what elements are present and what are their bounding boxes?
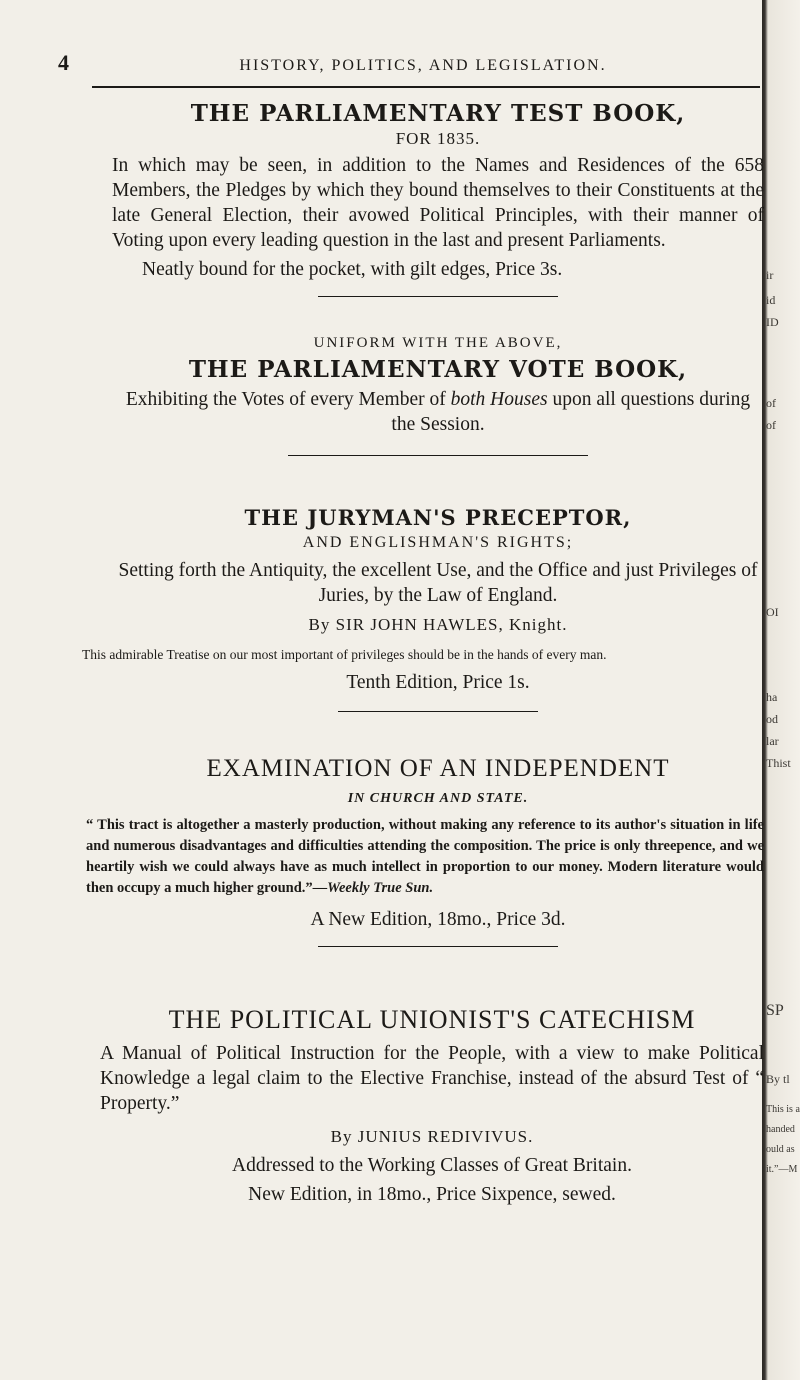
gutter-fragment: ould as	[766, 1144, 795, 1155]
section-rule	[318, 296, 558, 297]
juryman-advert	[82, 505, 764, 722]
header-rule	[92, 86, 760, 88]
gutter-fragment: ir	[766, 268, 774, 282]
test-book-price: Neatly bound for the pocket, with gilt edges, Price 3s.	[142, 259, 563, 280]
gutter-fragment: of	[766, 396, 776, 410]
test-book-title: THE PARLIAMENTARY TEST BOOK,	[190, 100, 686, 127]
juryman-note: This admirable Treatise on our most important of privileges should be in the hands of every man.	[82, 647, 607, 662]
gutter-fragment: id	[766, 293, 776, 307]
section-rule	[318, 946, 558, 947]
section-rule	[288, 455, 588, 456]
page-header	[58, 50, 758, 76]
juryman-description: Setting forth the Antiquity, the excellent Use, and the Office and just Privileges of Juries, by the Law of England.	[118, 560, 758, 606]
vote-book-description: Exhibiting the Votes of every Member of both Houses upon all questions during the Session.	[125, 389, 751, 435]
examination-review: “ This tract is altogether a masterly production, without making any reference to its author's situation in life and numerous disadvantages and difficulties attending the composition. The price is only threepence, and we heartily wish we could always have as much intellect in proportion to our money. Modern literature would then occupy a much higher ground.”—Weekly True Sun.	[86, 817, 764, 896]
vote-book-advert	[112, 335, 764, 466]
test-book-advert	[112, 100, 764, 307]
vote-book-uniform-note: UNIFORM WITH THE ABOVE,	[313, 335, 563, 351]
gutter-fragment: This is a	[766, 1104, 800, 1115]
examination-advert	[86, 755, 764, 957]
test-book-description: In which may be seen, in addition to the Names and Residences of the 658 Members, the Pledges by which they bound themselves to their Constituents at the late General Election, their avowed Political Principles, with their manner of Voting upon every leading question in the last and present Parliaments.	[112, 155, 764, 251]
juryman-subtitle: AND ENGLISHMAN'S RIGHTS;	[302, 534, 574, 551]
catechism-addressed: Addressed to the Working Classes of Great Britain.	[232, 1155, 632, 1176]
gutter-fragment: By tl	[766, 1072, 790, 1086]
juryman-title: THE JURYMAN'S PRECEPTOR,	[244, 505, 632, 530]
gutter-fragment: handed	[766, 1124, 795, 1135]
gutter-fragment: ha	[766, 690, 778, 704]
vote-book-title: THE PARLIAMENTARY VOTE BOOK,	[188, 356, 688, 383]
catechism-advert	[100, 1005, 764, 1207]
juryman-author: By SIR JOHN HAWLES, Knight.	[308, 615, 568, 634]
gutter-fragment: of	[766, 418, 776, 432]
examination-title: EXAMINATION OF AN INDEPENDENT	[206, 755, 670, 782]
examination-edition: A New Edition, 18mo., Price 3d.	[310, 909, 566, 930]
gutter-fragment: od	[766, 712, 778, 726]
juryman-edition: Tenth Edition, Price 1s.	[346, 672, 530, 693]
gutter-fragment: ID	[766, 315, 779, 329]
section-rule	[338, 711, 538, 712]
test-book-subtitle: FOR 1835.	[395, 129, 481, 148]
gutter-fragment: SP	[766, 1002, 784, 1019]
gutter-fragment: lar	[766, 734, 779, 748]
catechism-edition: New Edition, in 18mo., Price Sixpence, sewed.	[248, 1184, 616, 1205]
review-source: Weekly True Sun.	[327, 880, 434, 896]
catechism-title: THE POLITICAL UNIONIST'S CATECHISM	[168, 1005, 696, 1034]
running-head: HISTORY, POLITICS, AND LEGISLATION.	[239, 57, 607, 74]
gutter-fragment: it.”—M	[766, 1164, 798, 1175]
catechism-author: By JUNIUS REDIVIVUS.	[330, 1127, 534, 1146]
catechism-description: A Manual of Political Instruction for the People, with a view to make Political Knowledge a legal claim to the Elective Franchise, instead of the absurd Test of “ Property.”	[100, 1043, 764, 1114]
page-number: 4	[58, 50, 69, 75]
gutter-fragment: Thist	[766, 756, 791, 770]
gutter-fragment: OI	[766, 605, 779, 619]
examination-subtitle: IN CHURCH AND STATE.	[347, 791, 529, 806]
